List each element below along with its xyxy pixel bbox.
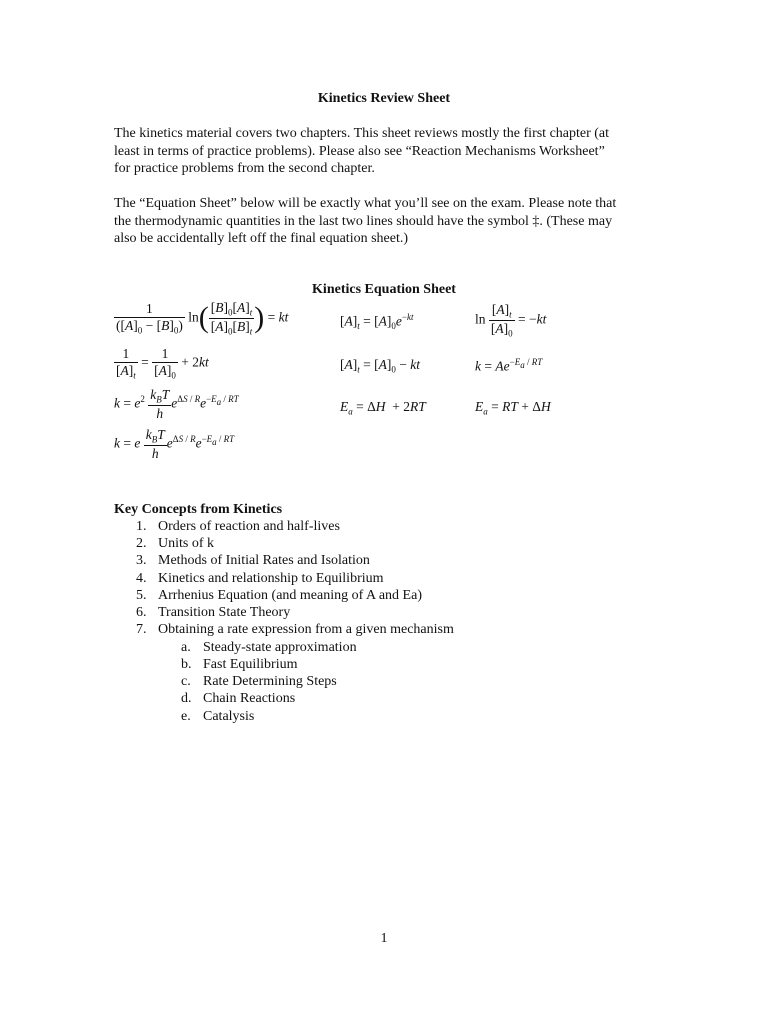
equation-ea-gas: $E_a = \Delta H + 2RT$	[340, 399, 426, 417]
equation-second-order: $\frac{1}{[A]_t}$ = $\frac{1}{[A]_0}$ + 2kt	[116, 346, 209, 381]
sublist-item: Catalysis	[203, 709, 255, 724]
equation-ea-solution: $E_a$ = RT + ΔH	[475, 399, 551, 417]
sublist-item: Fast Equilibrium	[203, 657, 298, 672]
list-item: Obtaining a rate expression from a given mechanism	[158, 622, 454, 637]
equation-first-order-exp: $[A]_t = [A]_0e^{-kt}$	[340, 312, 414, 332]
sublist-item: Steady-state approximation	[203, 640, 357, 655]
intro-line: for practice problems from the second chapter.	[114, 161, 375, 176]
list-item-number: 2.	[136, 536, 147, 551]
sublist-item: Chain Reactions	[203, 691, 296, 706]
note-line: also be accidentally left off the final equation sheet.)	[114, 231, 409, 246]
list-item-number: 4.	[136, 571, 147, 586]
list-item-number: 6.	[136, 605, 147, 620]
list-item: Arrhenius Equation (and meaning of A and Ea)	[158, 588, 422, 603]
note-paragraph	[114, 195, 659, 248]
list-item-number: 3.	[136, 553, 147, 568]
list-item: Transition State Theory	[158, 605, 291, 620]
key-concepts-title: Key Concepts from Kinetics	[114, 502, 283, 517]
sublist-item-letter: d.	[181, 691, 192, 706]
list-item-number: 1.	[136, 519, 147, 534]
equation-second-order-mixed: $\frac{1}{([A]_0 - [B]_0)}$ ln( $\frac{[B]_0[A]_t}{[A]_0[B]_t}$ ) = kt	[116, 300, 289, 337]
note-line: the thermodynamic quantities in the last two lines should have the symbol ‡. (These may	[114, 213, 613, 229]
equation-zero-order: $[A]_t = [A]_0$ − kt	[340, 357, 420, 375]
list-item-number: 5.	[136, 588, 147, 603]
page-number: 1	[380, 931, 388, 946]
intro-line: least in terms of practice problems). Please also see “Reaction Mechanisms Worksheet”	[114, 143, 605, 159]
list-item: Kinetics and relationship to Equilibrium	[158, 571, 384, 586]
equation-first-order-ln: ln $\frac{[A]_t}{[A]_0}$ = −kt	[475, 302, 547, 339]
equation-sheet-title: Kinetics Equation Sheet	[312, 282, 456, 297]
sublist-item: Rate Determining Steps	[203, 674, 337, 689]
list-item: Methods of Initial Rates and Isolation	[158, 553, 370, 568]
equation-arrhenius: $k = Ae^{-E_a / RT}$	[475, 357, 543, 374]
sublist-item-letter: e.	[181, 709, 191, 724]
note-line: The “Equation Sheet” below will be exactly what you’ll see on the exam. Please note that	[114, 196, 617, 211]
list-item-number: 7.	[136, 622, 147, 637]
sublist-item-letter: a.	[181, 640, 191, 655]
sublist-item-letter: c.	[181, 674, 191, 689]
intro-line: The kinetics material covers two chapters. This sheet reviews mostly the first chapter (at	[114, 126, 610, 141]
equation-eyring-gas: $k = e^2$ $\frac{k_BT}{h}$ $e^{\Delta S / R}e^{-E_a / RT}$	[114, 387, 239, 421]
equation-eyring-solution: k = e $\frac{k_BT}{h}$ $e^{\Delta S / R}e^{-E_a / RT}$	[114, 427, 235, 461]
intro-paragraph	[114, 125, 659, 178]
list-item: Orders of reaction and half-lives	[158, 519, 340, 534]
page-title: Kinetics Review Sheet	[317, 91, 451, 106]
list-item: Units of k	[158, 536, 214, 551]
sublist-item-letter: b.	[181, 657, 192, 672]
